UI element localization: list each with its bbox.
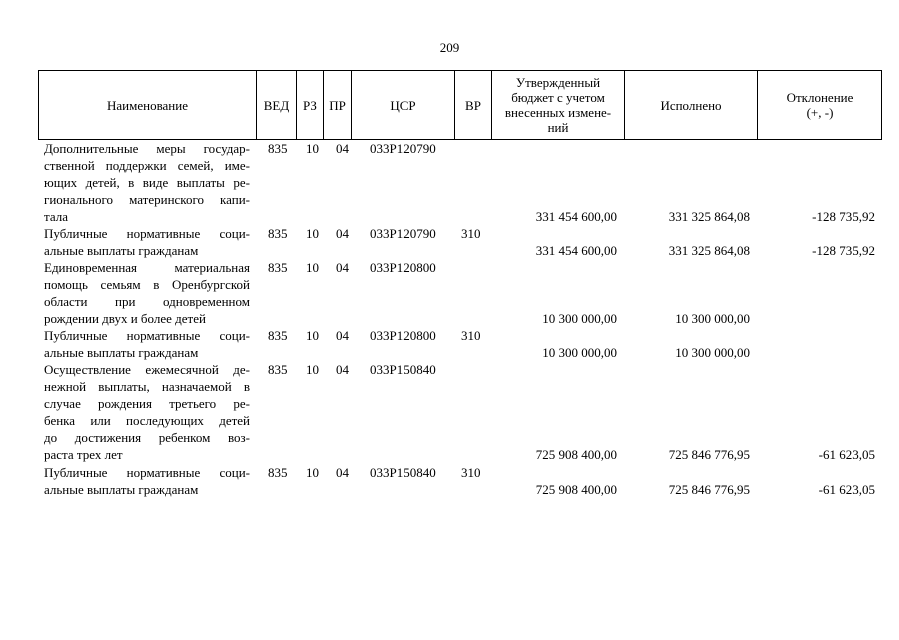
row-name-line: помощь семьям в Оренбургской — [44, 277, 250, 292]
row-name — [44, 361, 250, 463]
header-ved: ВЕД — [257, 71, 297, 139]
row-name-line: альные выплаты гражданам — [44, 345, 199, 360]
row-approved-amount: 331 454 600,00 — [535, 209, 617, 224]
row-csr: 033Р120800 — [370, 260, 436, 275]
row-approved-amount: 10 300 000,00 — [542, 311, 617, 326]
row-ved: 835 — [268, 328, 288, 343]
row-deviation-amount: -128 735,92 — [812, 243, 875, 258]
row-name-line: Публичные нормативные соци- — [44, 226, 250, 241]
row-ved: 835 — [268, 260, 288, 275]
row-vr: 310 — [461, 465, 481, 480]
row-rz: 10 — [306, 226, 319, 241]
row-approved-amount: 10 300 000,00 — [542, 345, 617, 360]
row-name-line: бенка или последующих детей — [44, 413, 250, 428]
row-name-line: рождении двух и более детей — [44, 311, 206, 326]
row-name-line: Публичные нормативные соци- — [44, 328, 250, 343]
table-header — [38, 70, 882, 140]
row-name-line: Единовременная материальная — [44, 260, 250, 275]
header-deviation-line: (+, -) — [806, 105, 834, 120]
header-rz: РЗ — [297, 71, 324, 139]
row-executed-amount: 725 846 776,95 — [668, 482, 750, 497]
header-approved — [492, 71, 625, 139]
header-executed: Исполнено — [625, 71, 758, 139]
header-name: Наименование — [39, 71, 257, 139]
row-rz: 10 — [306, 465, 319, 480]
row-name-line: раста трех лет — [44, 447, 123, 462]
row-csr: 033Р150840 — [370, 362, 436, 377]
row-csr: 033Р120790 — [370, 226, 436, 241]
row-ved: 835 — [268, 226, 288, 241]
row-name-line: гионального материнского капи- — [44, 192, 250, 207]
row-executed-amount: 725 846 776,95 — [668, 447, 750, 462]
row-executed-amount: 331 325 864,08 — [668, 243, 750, 258]
header-csr: ЦСР — [352, 71, 455, 139]
page-number: 209 — [439, 40, 460, 55]
row-approved-amount: 725 908 400,00 — [535, 482, 617, 497]
header-approved-line: внесенных измене- — [504, 105, 612, 120]
row-ved: 835 — [268, 465, 288, 480]
row-name-line: нежной выплаты, назначаемой в — [44, 379, 250, 394]
row-ved: 835 — [268, 362, 288, 377]
row-name-line: альные выплаты гражданам — [44, 482, 199, 497]
row-name-line: области при одновременном — [44, 294, 250, 309]
row-name — [44, 464, 250, 498]
row-name-line: альные выплаты гражданам — [44, 243, 199, 258]
row-rz: 10 — [306, 328, 319, 343]
row-csr: 033Р120800 — [370, 328, 436, 343]
row-vr: 310 — [461, 226, 481, 241]
row-executed-amount: 10 300 000,00 — [675, 311, 750, 326]
row-ved: 835 — [268, 141, 288, 156]
row-name — [44, 259, 250, 327]
header-deviation — [758, 71, 882, 139]
row-name — [44, 225, 250, 259]
row-name — [44, 327, 250, 361]
row-name — [44, 140, 250, 225]
row-csr: 033Р150840 — [370, 465, 436, 480]
row-deviation-amount: -61 623,05 — [818, 482, 875, 497]
row-name-line: тала — [44, 209, 68, 224]
header-approved-line: бюджет с учетом — [511, 90, 605, 105]
row-name-line: ственной поддержки семей, име- — [44, 158, 250, 173]
row-rz: 10 — [306, 141, 319, 156]
row-name-line: случае рождения третьего ре- — [44, 396, 250, 411]
row-approved-amount: 725 908 400,00 — [535, 447, 617, 462]
row-pr: 04 — [336, 141, 349, 156]
row-csr: 033Р120790 — [370, 141, 436, 156]
header-pr: ПР — [324, 71, 352, 139]
row-executed-amount: 331 325 864,08 — [668, 209, 750, 224]
row-vr: 310 — [461, 328, 481, 343]
row-name-line: до достижения ребенком воз- — [44, 430, 250, 445]
header-approved-line: ний — [547, 120, 569, 135]
header-deviation-line: Отклонение — [786, 90, 854, 105]
row-pr: 04 — [336, 260, 349, 275]
row-deviation-amount: -61 623,05 — [818, 447, 875, 462]
row-rz: 10 — [306, 362, 319, 377]
header-vr: ВР — [455, 71, 492, 139]
row-name-line: Дополнительные меры государ- — [44, 141, 250, 156]
row-approved-amount: 331 454 600,00 — [535, 243, 617, 258]
row-name-line: Публичные нормативные соци- — [44, 465, 250, 480]
row-rz: 10 — [306, 260, 319, 275]
row-pr: 04 — [336, 362, 349, 377]
row-executed-amount: 10 300 000,00 — [675, 345, 750, 360]
row-pr: 04 — [336, 465, 349, 480]
header-approved-line: Утвержденный — [515, 75, 601, 90]
row-name-line: ющих детей, в виде выплаты ре- — [44, 175, 250, 190]
row-pr: 04 — [336, 328, 349, 343]
row-name-line: Осуществление ежемесячной де- — [44, 362, 250, 377]
row-deviation-amount: -128 735,92 — [812, 209, 875, 224]
row-pr: 04 — [336, 226, 349, 241]
